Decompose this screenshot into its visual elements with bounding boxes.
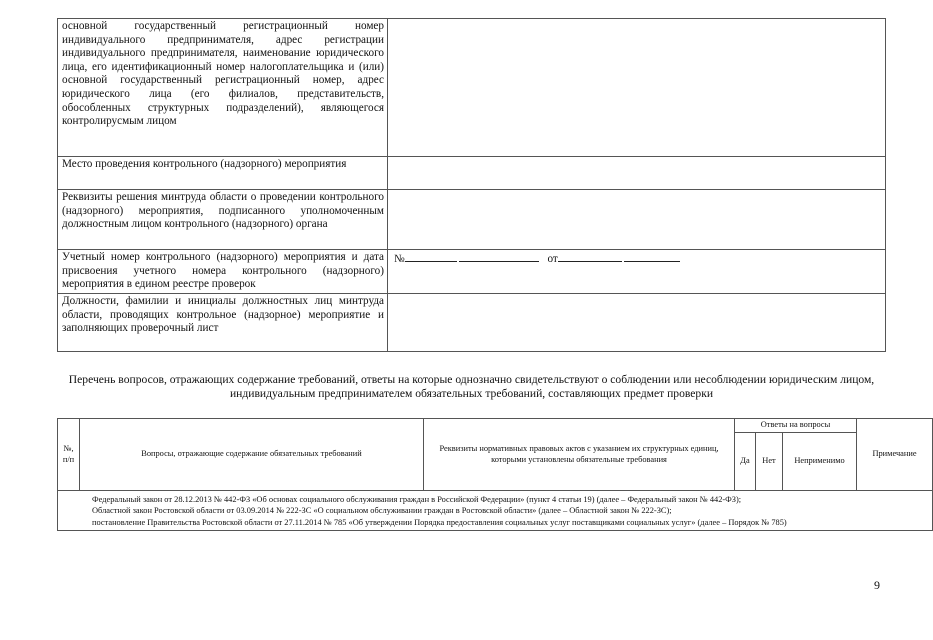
info-label: Место проведения контрольного (надзорного) мероприятия xyxy=(58,157,388,190)
law-reference: Федеральный закон от 28.12.2013 № 442-ФЗ «Об основах социального обслуживания граждан в Российской Федерации» (пункт 4 статьи 19) (далее – Федеральный закон № 442-ФЗ); xyxy=(92,495,742,504)
registry-number-line xyxy=(394,253,680,265)
info-label: основной государственный регистрационный номер индивидуального предпринимателя, адрес регистрации индивидуального предпринимателя, наименование юридического лица, его идентификационный номер налогоплательщика и (или) основной государственный регистрационный номер, адрес юридического лица (его филиалов, представительств, обособленных структурных подразделений), являющегося контролирусмым лицом xyxy=(58,19,388,157)
col-questions-header: Вопросы, отражающие содержание обязательных требований xyxy=(80,419,424,491)
info-value xyxy=(388,190,886,250)
info-row-registry-number xyxy=(58,250,886,294)
page-number: 9 xyxy=(874,578,880,592)
questions-table xyxy=(57,418,933,531)
number-blank xyxy=(459,252,539,262)
info-value xyxy=(388,250,886,294)
col-requisites-header: Реквизиты нормативных правовых актов с указанием их структурных единиц, которыми установлены обязательные требования xyxy=(424,419,735,491)
info-row-decision xyxy=(58,190,886,250)
questions-header-row xyxy=(58,419,933,433)
answer-na-header: Неприменимо xyxy=(783,433,857,491)
inspection-info-table xyxy=(57,18,886,352)
col-note-header: Примечание xyxy=(857,419,933,491)
info-value xyxy=(388,294,886,352)
date-blank xyxy=(624,252,680,262)
col-number-header: №, п/п xyxy=(58,419,80,491)
number-sign: № xyxy=(394,253,405,265)
law-reference: постановление Правительства Ростовской области от 27.11.2014 № 785 «Об утверждении Порядка предоставления социальных услуг поставщиками социальных услуг» (далее – Порядок № 785) xyxy=(92,517,787,527)
date-blank xyxy=(558,252,622,262)
date-from-label: от xyxy=(547,253,558,265)
info-row-registration xyxy=(58,19,886,157)
info-row-location xyxy=(58,157,886,190)
col-answers-header: Ответы на вопросы xyxy=(735,419,857,433)
answer-no-header: Нет xyxy=(756,433,783,491)
info-value xyxy=(388,19,886,157)
section-heading: Перечень вопросов, отражающих содержание требований, ответы на которые однозначно свидетельствуют о соблюдении или несоблюдении юридическим лицом, индивидуальным предпринимателем обязательных требований, составляющих предмет проверки xyxy=(68,373,875,400)
number-blank xyxy=(405,252,457,262)
info-label: Должности, фамилии и инициалы должностных лиц минтруда области, проводящих контрольное (надзорное) мероприятие и заполняющих проверочный лист xyxy=(58,294,388,352)
info-row-officials xyxy=(58,294,886,352)
laws-row xyxy=(58,491,933,531)
info-value xyxy=(388,157,886,190)
answer-yes-header: Да xyxy=(735,433,756,491)
info-label: Реквизиты решения минтруда области о проведении контрольного (надзорного) мероприятия, подписанного уполномоченным должностным лицом контрольного (надзорного) органа xyxy=(58,190,388,250)
law-reference: Областной закон Ростовской области от 03.09.2014 № 222-ЗС «О социальном обслуживании граждан в Ростовской области» (далее – Областной закон № 222-ЗС); xyxy=(92,506,672,516)
info-label: Учетный номер контрольного (надзорного) мероприятия и дата присвоения учетного номера контрольного (надзорного) мероприятия в едином реестре проверок xyxy=(58,250,388,294)
legal-basis-cell xyxy=(58,491,933,531)
